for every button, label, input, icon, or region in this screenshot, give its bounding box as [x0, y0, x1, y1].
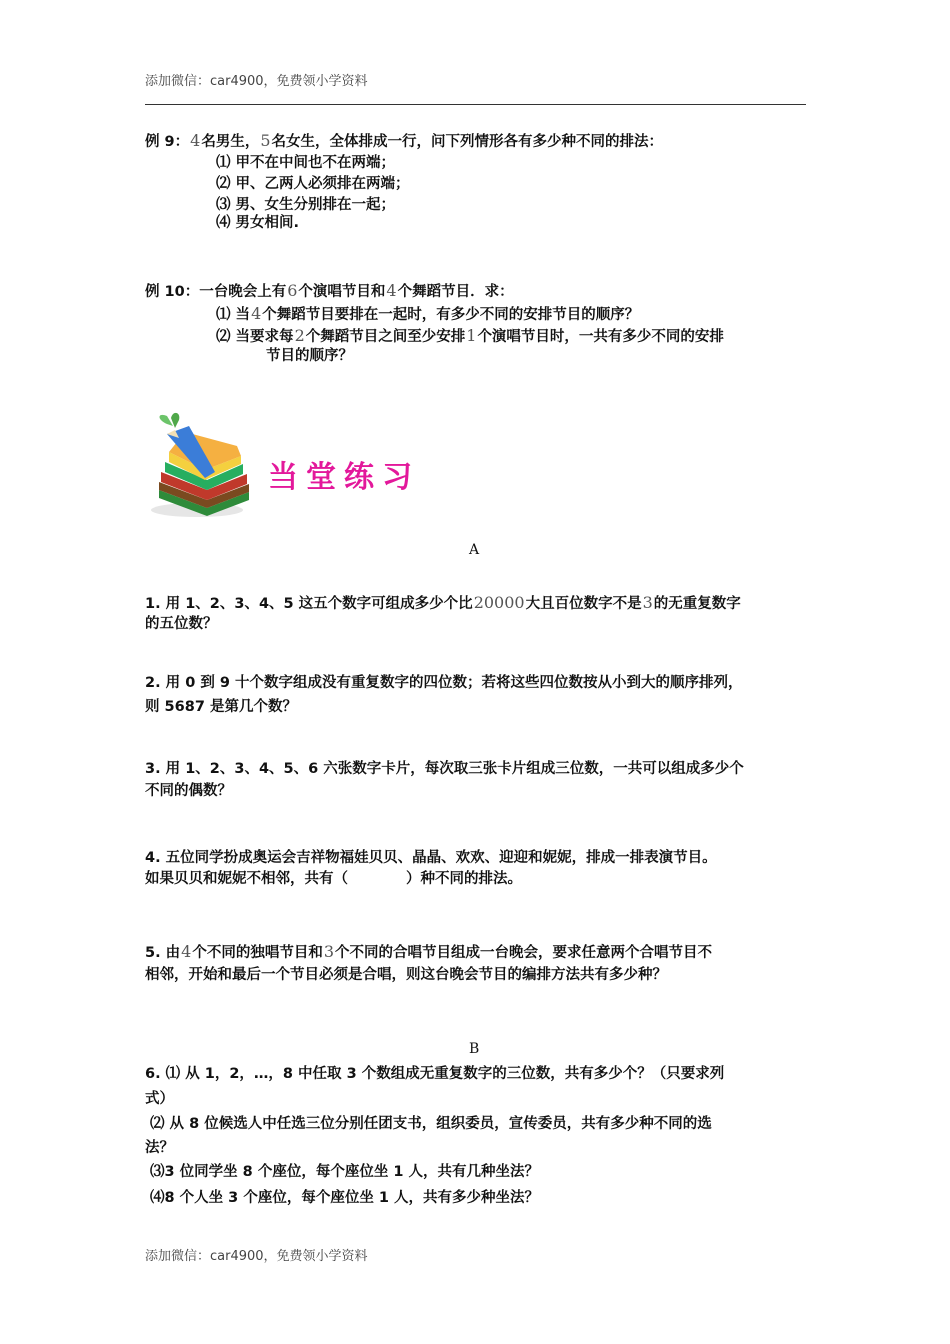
example-10-item-1-a: ⑴ 当 — [216, 307, 251, 323]
books-pencil-illustration — [145, 412, 260, 520]
example-10-item-2-c: 个演唱节目时，一共有多少不同的安排 — [477, 329, 724, 345]
question-6-line-6: ⑷8 个人坐 3 个座位，每个座位坐 1 人，共有多少种坐法？ — [150, 1190, 540, 1206]
banner-title — [268, 452, 420, 496]
example-9-item-3: ⑶ 男、女生分别排在一起； — [216, 197, 396, 213]
question-6-line-5: ⑶3 位同学坐 8 个座位，每个座位坐 1 人，共有几种坐法？ — [150, 1164, 540, 1180]
banner-title-text: 当堂练习 — [268, 460, 420, 495]
example-10-item-2-num-2: 1 — [466, 326, 477, 345]
question-2-line-2: 则 5687 是第几个数？ — [145, 699, 297, 715]
example-9-item-1: ⑴ 甲不在中间也不在两端； — [216, 155, 396, 171]
question-5-line-1 — [145, 939, 712, 966]
example-9-text-2: 名女生，全体排成一行，问下列情形各有多少种不同的排法： — [271, 134, 664, 150]
example-10-item-2-b: 个舞蹈节目之间至少安排 — [305, 329, 466, 345]
example-10-text-1: 个演唱节目和 — [298, 284, 386, 300]
example-9-boys-count: 4 — [190, 131, 201, 150]
page-footer: 添加微信：car4900，免费领小学资料 — [145, 1249, 368, 1264]
question-5-num-1: 4 — [181, 942, 192, 961]
question-2-line-1: 2. 用 0 到 9 十个数字组成没有重复数字的四位数；若将这些四位数按从小到大的顺序排列， — [145, 675, 743, 691]
question-1-b: 大且百位数字不是 — [525, 596, 642, 612]
example-9-item-2: ⑵ 甲、乙两人必须排在两端； — [216, 176, 410, 192]
example-10-item-1-num: 4 — [251, 304, 262, 323]
question-5-num-2: 3 — [323, 942, 335, 961]
example-10-songs-count: 6 — [287, 281, 298, 300]
question-1-a: 1. 用 1、2、3、4、5 这五个数字可组成多少个比 — [145, 596, 473, 612]
books-pencil-icon — [145, 412, 260, 520]
example-9-label: 例 9： — [145, 134, 190, 150]
section-a-heading: A — [469, 542, 480, 558]
question-6-line-3: ⑵ 从 8 位候选人中任选三位分别任团支书，组织委员，宣传委员，共有多少种不同的选 — [150, 1116, 712, 1132]
question-6-line-4: 法？ — [145, 1140, 174, 1156]
header-rule — [145, 104, 806, 105]
question-3-line-1: 3. 用 1、2、3、4、5、6 六张数字卡片，每次取三张卡片组成三位数，一共可以组成多少个 — [145, 761, 744, 777]
question-5-b: 个不同的独唱节目和 — [192, 945, 323, 961]
question-6-line-1: 6. ⑴ 从 1，2，…，8 中任取 3 个数组成无重复数字的三位数，共有多少个？（只要求列 — [145, 1066, 725, 1082]
page-header: 添加微信：car4900，免费领小学资料 — [145, 74, 368, 89]
example-10-label: 例 10：一台晚会上有 — [145, 284, 287, 300]
example-10-dances-count: 4 — [386, 281, 397, 300]
question-1-num-1: 20000 — [473, 593, 525, 612]
section-b-heading: B — [469, 1041, 480, 1057]
question-5-c: 个不同的合唱节目组成一台晚会，要求任意两个合唱节目不 — [335, 945, 713, 961]
question-4-line-1: 4. 五位同学扮成奥运会吉祥物福娃贝贝、晶晶、欢欢、迎迎和妮妮，排成一排表演节目。 — [145, 850, 717, 866]
question-1-line-1 — [145, 590, 741, 617]
example-9-item-4: ⑷ 男女相间. — [216, 215, 300, 231]
example-10-item-2-cont: 节目的顺序？ — [266, 348, 353, 364]
example-10-item-1-b: 个舞蹈节目要排在一起时，有多少不同的安排节目的顺序？ — [262, 307, 640, 323]
question-1-c: 的无重复数字 — [653, 596, 741, 612]
example-9-text-1: 名男生， — [201, 134, 260, 150]
example-9-girls-count: 5 — [260, 131, 271, 150]
question-3-line-2: 不同的偶数？ — [145, 783, 232, 799]
example-10-text-2: 个舞蹈节目．求： — [397, 284, 514, 300]
example-10-item-2-a: ⑵ 当要求每 — [216, 329, 294, 345]
question-1-num-2: 3 — [642, 593, 653, 612]
question-5-a: 5. 由 — [145, 945, 181, 961]
question-5-line-2: 相邻，开始和最后一个节目必须是合唱，则这台晚会节目的编排方法共有多少种？ — [145, 967, 667, 983]
question-1-line-2: 的五位数？ — [145, 616, 218, 632]
question-4-line-2: 如果贝贝和妮妮不相邻，共有（ ）种不同的排法。 — [145, 871, 522, 887]
question-6-line-2: 式） — [145, 1091, 174, 1107]
example-10-item-2-num-1: 2 — [294, 326, 305, 345]
